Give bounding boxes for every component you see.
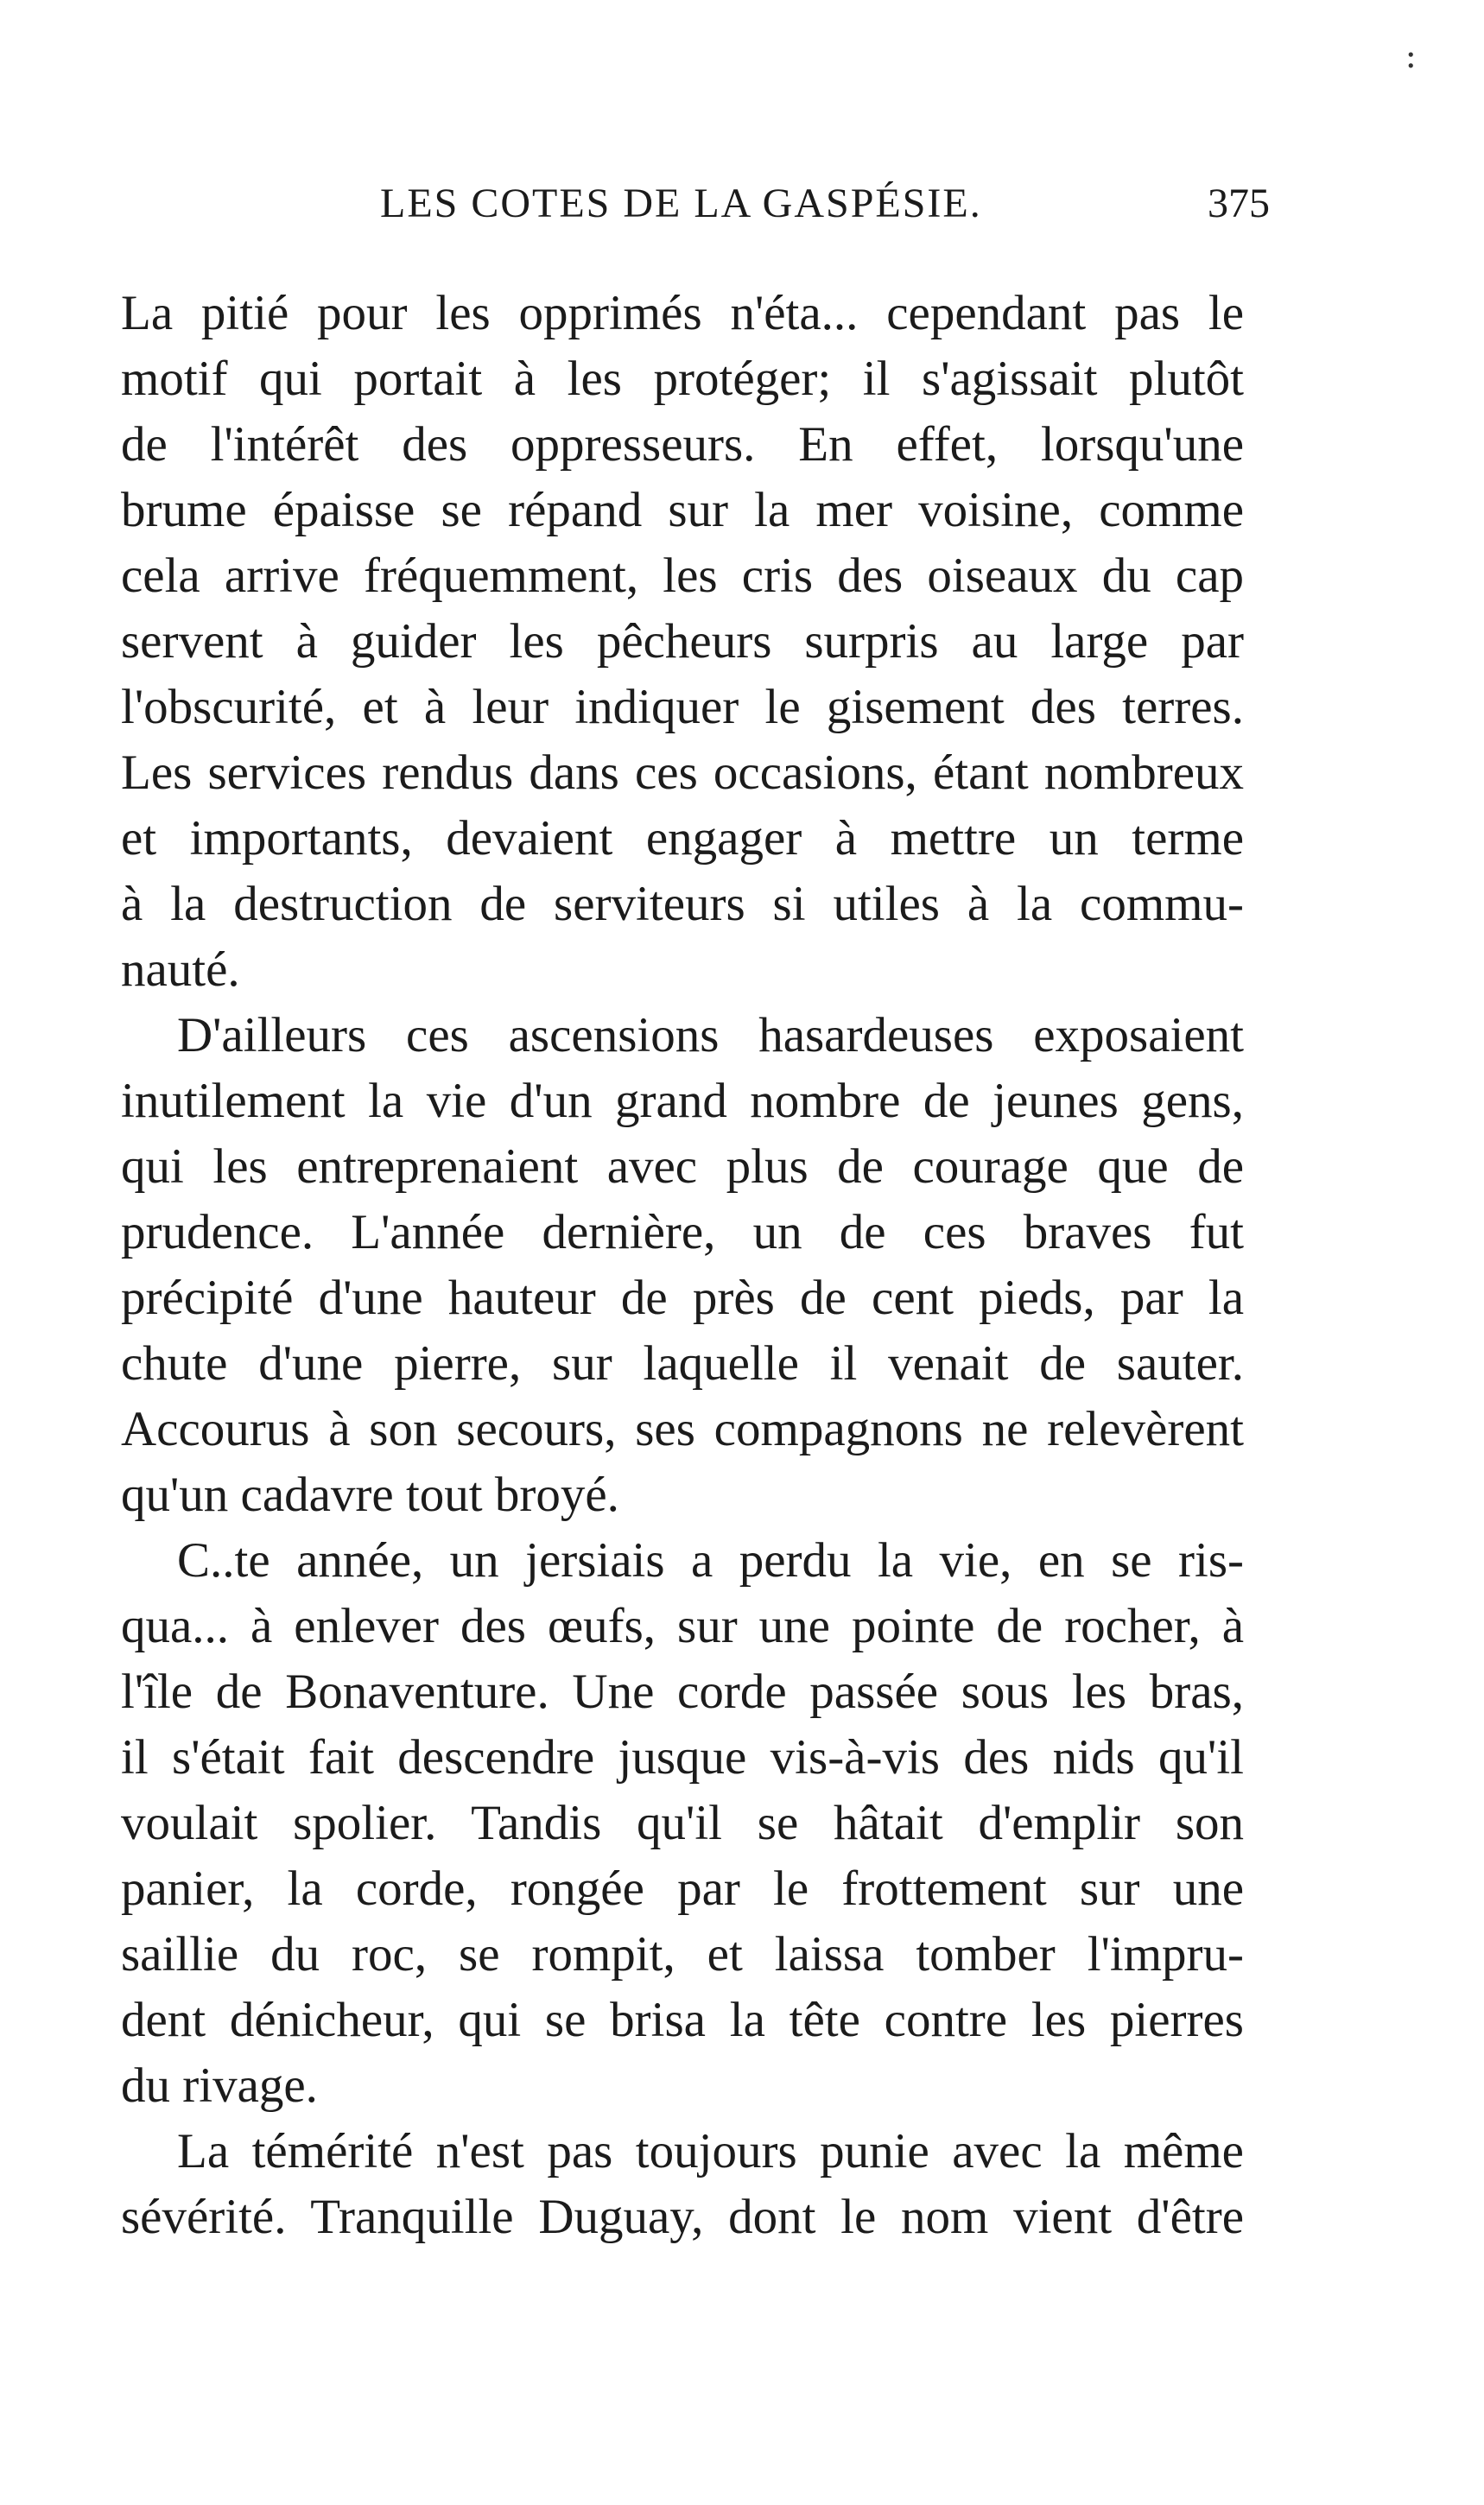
- text-line: précipité d'une hauteur de près de cent pieds, par la: [121, 1271, 1244, 1325]
- text-line: il s'était fait descendre jusque vis-à-vis des nids qu'il: [121, 1730, 1244, 1785]
- text-line: à la destruction de serviteurs si utiles à la commu-: [121, 877, 1244, 931]
- text-line: D'ailleurs ces ascensions hasardeuses exposaient: [177, 1008, 1244, 1062]
- text-line: et importants, devaient engager à mettre un terme: [121, 811, 1244, 866]
- text-line: C..te année, un jersiais a perdu la vie, en se ris-: [177, 1533, 1244, 1588]
- text-line: sévérité. Tranquille Duguay, dont le nom vient d'être: [121, 2190, 1244, 2244]
- text-line: Accourus à son secours, ses compagnons ne relevèrent: [121, 1402, 1244, 1456]
- running-head: [121, 180, 1270, 231]
- text-line: l'île de Bonaventure. Une corde passée sous les bras,: [121, 1665, 1244, 1719]
- text-line: Les services rendus dans ces occasions, étant nombreux: [121, 745, 1244, 800]
- corner-mark: :: [1405, 36, 1417, 76]
- text-line: inutilement la vie d'un grand nombre de jeunes gens,: [121, 1074, 1244, 1128]
- text-line: qui les entreprenaient avec plus de courage que de: [121, 1139, 1244, 1194]
- text-line: voulait spolier. Tandis qu'il se hâtait d'emplir son: [121, 1796, 1244, 1850]
- text-line: La témérité n'est pas toujours punie avec la même: [177, 2124, 1244, 2178]
- text-line: qua... à enlever des œufs, sur une pointe de rocher, à: [121, 1599, 1244, 1653]
- text-line: cela arrive fréquemment, les cris des oiseaux du cap: [121, 549, 1244, 603]
- text-line: La pitié pour les opprimés n'éta... cependant pas le: [121, 286, 1244, 340]
- text-line: chute d'une pierre, sur laquelle il venait de sauter.: [121, 1336, 1244, 1391]
- text-line: prudence. L'année dernière, un de ces braves fut: [121, 1205, 1244, 1259]
- text-line: motif qui portait à les protéger; il s'agissait plutôt: [121, 352, 1244, 406]
- text-line: nauté.: [121, 942, 240, 997]
- text-line: dent dénicheur, qui se brisa la tête contre les pierres: [121, 1993, 1244, 2047]
- text-line: qu'un cadavre tout broyé.: [121, 1468, 619, 1522]
- text-line: servent à guider les pêcheurs surpris au large par: [121, 614, 1244, 669]
- body-text: [121, 281, 1244, 2250]
- text-line: l'obscurité, et à leur indiquer le gisement des terres.: [121, 680, 1244, 734]
- text-line: brume épaisse se répand sur la mer voisine, comme: [121, 483, 1244, 537]
- running-title: LES COTES DE LA GASPÉSIE.: [380, 181, 982, 226]
- text-line: de l'intérêt des oppresseurs. En effet, lorsqu'une: [121, 417, 1244, 472]
- text-line: saillie du roc, se rompit, et laissa tomber l'impru-: [121, 1927, 1244, 1982]
- text-line: du rivage.: [121, 2058, 318, 2113]
- text-line: panier, la corde, rongée par le frottement sur une: [121, 1861, 1244, 1916]
- page-number: 375: [1208, 181, 1270, 226]
